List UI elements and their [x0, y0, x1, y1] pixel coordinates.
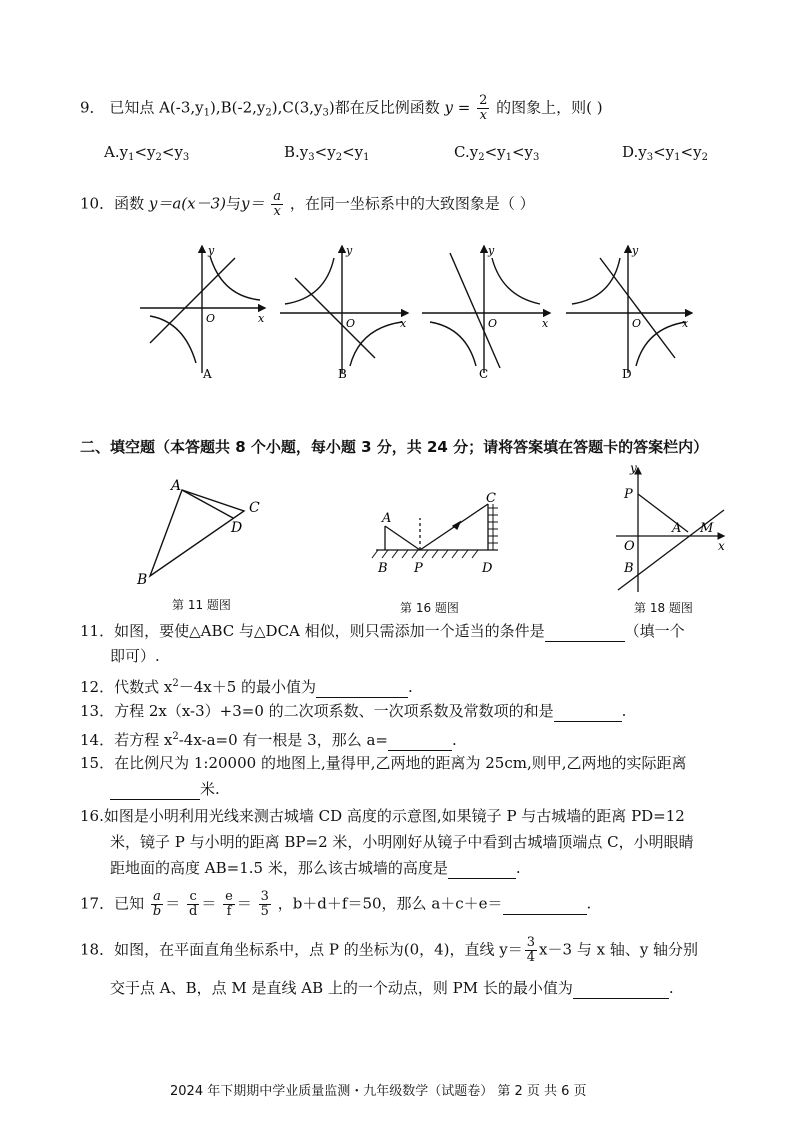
- graph-a-label: A: [203, 367, 212, 381]
- q15-line1: 15．在比例尺为 1:20000 的地图上,量得甲,乙两地的距离为 25cm,则甲,乙两地的实际距离: [80, 754, 687, 772]
- graph-d-label: D: [622, 367, 632, 381]
- graph-a-line: [150, 258, 235, 343]
- graph-a-hyperbola-1: [210, 256, 260, 300]
- graph-b-x-label: x: [400, 317, 407, 330]
- page-footer: 2024 年下期期中学业质量监测・九年级数学（试题卷） 第 2 页 共 6 页: [170, 1084, 587, 1099]
- graph-c-y-label: y: [488, 244, 495, 257]
- fig18-label-b: B: [624, 561, 634, 576]
- q13-answer-blank: [554, 701, 622, 722]
- graph-b-label: B: [338, 367, 347, 381]
- graph-d-y-label: y: [632, 244, 639, 257]
- q15-answer-blank: [110, 779, 200, 800]
- fig18-label-p: P: [624, 487, 633, 502]
- graph-b-line: [295, 278, 375, 358]
- q12-answer-blank: [316, 677, 408, 698]
- fig16-caption: 第 16 题图: [400, 601, 459, 615]
- q16-line2: 米，镜子 P 与小明的距离 BP=2 米，小明刚好从镜子中看到古城墙顶端点 C，小明眼睛: [110, 833, 694, 851]
- fig11-label-a: A: [171, 478, 182, 494]
- q18-answer-blank: [573, 978, 669, 999]
- q9-option-b: $B.y_3<y_2<y_1$: [284, 143, 370, 163]
- q14: 14．若方程 $x^2-4x-a=0$ 有一根是 3，那么 a= .: [80, 731, 457, 749]
- fig16-label-p: P: [414, 561, 423, 576]
- fig16-label-d: D: [482, 561, 493, 576]
- fig11: [125, 472, 275, 587]
- fig18: [606, 462, 736, 597]
- fig16-label-c: C: [486, 491, 496, 506]
- graph-b-hyperbola-1: [285, 258, 334, 304]
- fig16-label-a: A: [382, 511, 392, 526]
- q11-line2: 即可）.: [110, 647, 160, 665]
- fig18-label-o: O: [624, 539, 635, 554]
- fig11-caption: 第 11 题图: [172, 598, 231, 612]
- q10-stem: 10．函数 y＝a(x－3)与y＝ $\frac{a}{x}$ ，在同一坐标系中的大致图象是（ ）: [80, 189, 535, 219]
- fig18-caption: 第 18 题图: [634, 601, 693, 615]
- graph-c-hyperbola-1: [492, 258, 540, 304]
- q18-line1: 18．如图，在平面直角坐标系中，点 P 的坐标为(0，4)，直线 y＝ $\frac{3}{4}$ x－3 与 x 轴、y 轴分别: [80, 935, 699, 965]
- fig11-triangle-abc: [150, 490, 244, 576]
- fig18-label-a: A: [672, 521, 682, 536]
- q14-answer-blank: [388, 730, 452, 751]
- fig11-label-b: B: [137, 572, 148, 587]
- graph-d-hyperbola-2: [636, 322, 686, 366]
- graph-c-line: [450, 253, 500, 368]
- graph-c-x-label: x: [542, 317, 549, 330]
- q9-stem: 9． 已知点 $A(-3,y_1),B(-2,y_2),C(3,y_3)$都在反比例函数 y = $\frac{2}{x}$ 的图象上，则( ): [80, 93, 603, 123]
- q13: 13．方程 2x（x-3）+3=0 的二次项系数、一次项系数及常数项的和是 .: [80, 702, 627, 720]
- q9-option-c: $C.y_2<y_1<y_3$: [454, 143, 540, 163]
- graph-a-y-label: y: [208, 244, 215, 257]
- graph-c-label: C: [479, 367, 489, 381]
- q17: 17．已知 $\frac{a}{b}$ ＝ $\frac{c}{d}$ ＝ $\frac{e}{f}$ ＝ $\frac{3}{5}$ ，b＋d＋f＝50，那么 a＋c＋e＝ .: [80, 889, 592, 919]
- graph-d-x-label: x: [682, 317, 689, 330]
- fig11-label-d: D: [231, 520, 243, 536]
- section-2-heading: 二、填空题（本答题共 8 个小题，每小题 3 分，共 24 分；请将答案填在答题卡的答案栏内）: [80, 438, 709, 456]
- graph-b: [280, 246, 408, 373]
- q10-graphs: [130, 238, 700, 388]
- graph-d: [566, 246, 692, 373]
- graph-c-hyperbola-2: [430, 322, 476, 366]
- fig16: [370, 488, 510, 578]
- fig16-arrowhead: [453, 522, 460, 529]
- q16-line3: 距地面的高度 AB=1.5 米，那么该古城墙的高度是 .: [110, 859, 521, 877]
- graph-b-hyperbola-2: [350, 322, 402, 366]
- fig11-label-c: C: [249, 500, 260, 516]
- q9-option-d: $D.y_3<y_1<y_2$: [622, 143, 708, 163]
- graph-c-origin: O: [488, 317, 498, 330]
- graph-b-y-label: y: [346, 244, 353, 257]
- q18-line2: 交于点 A、B，点 M 是直线 AB 上的一个动点，则 PM 长的最小值为 .: [110, 979, 674, 997]
- q9-fraction: $\frac{2}{x}$: [479, 93, 488, 123]
- fig18-label-m: M: [700, 521, 714, 536]
- q15-line2: 米.: [110, 779, 220, 800]
- graph-b-origin: O: [346, 317, 356, 330]
- q10-fraction: $\frac{a}{x}$: [273, 189, 282, 219]
- graph-d-line: [600, 258, 675, 358]
- q11-answer-blank: [545, 621, 625, 642]
- fig16-label-b: B: [378, 561, 388, 576]
- q17-answer-blank: [503, 894, 587, 915]
- q11-line1: 11．如图，要使△ABC 与△DCA 相似，则只需添加一个适当的条件是 （填一个: [80, 622, 685, 640]
- fig18-label-x: x: [718, 539, 725, 553]
- q16-answer-blank: [448, 858, 516, 879]
- q12: 12．代数式 $x^2-4x+5$ 的最小值为 .: [80, 678, 413, 696]
- q9-number: 9．: [80, 98, 105, 117]
- graph-a-hyperbola-2: [150, 316, 196, 363]
- graph-a-x-label: x: [258, 312, 265, 325]
- fig18-label-y: y: [630, 462, 637, 475]
- graph-c: [422, 246, 550, 373]
- q16-line1: 16.如图是小明利用光线来测古城墙 CD 高度的示意图,如果镜子 P 与古城墙的距离 PD=12: [80, 807, 685, 825]
- fig16-ray-ap: [385, 526, 420, 550]
- q9-option-a: $A.y_1<y_2<y_3$: [104, 143, 190, 163]
- graph-a: [140, 246, 265, 373]
- graph-a-origin: O: [206, 312, 216, 325]
- graph-d-origin: O: [632, 317, 642, 330]
- graph-d-hyperbola-1: [572, 258, 620, 304]
